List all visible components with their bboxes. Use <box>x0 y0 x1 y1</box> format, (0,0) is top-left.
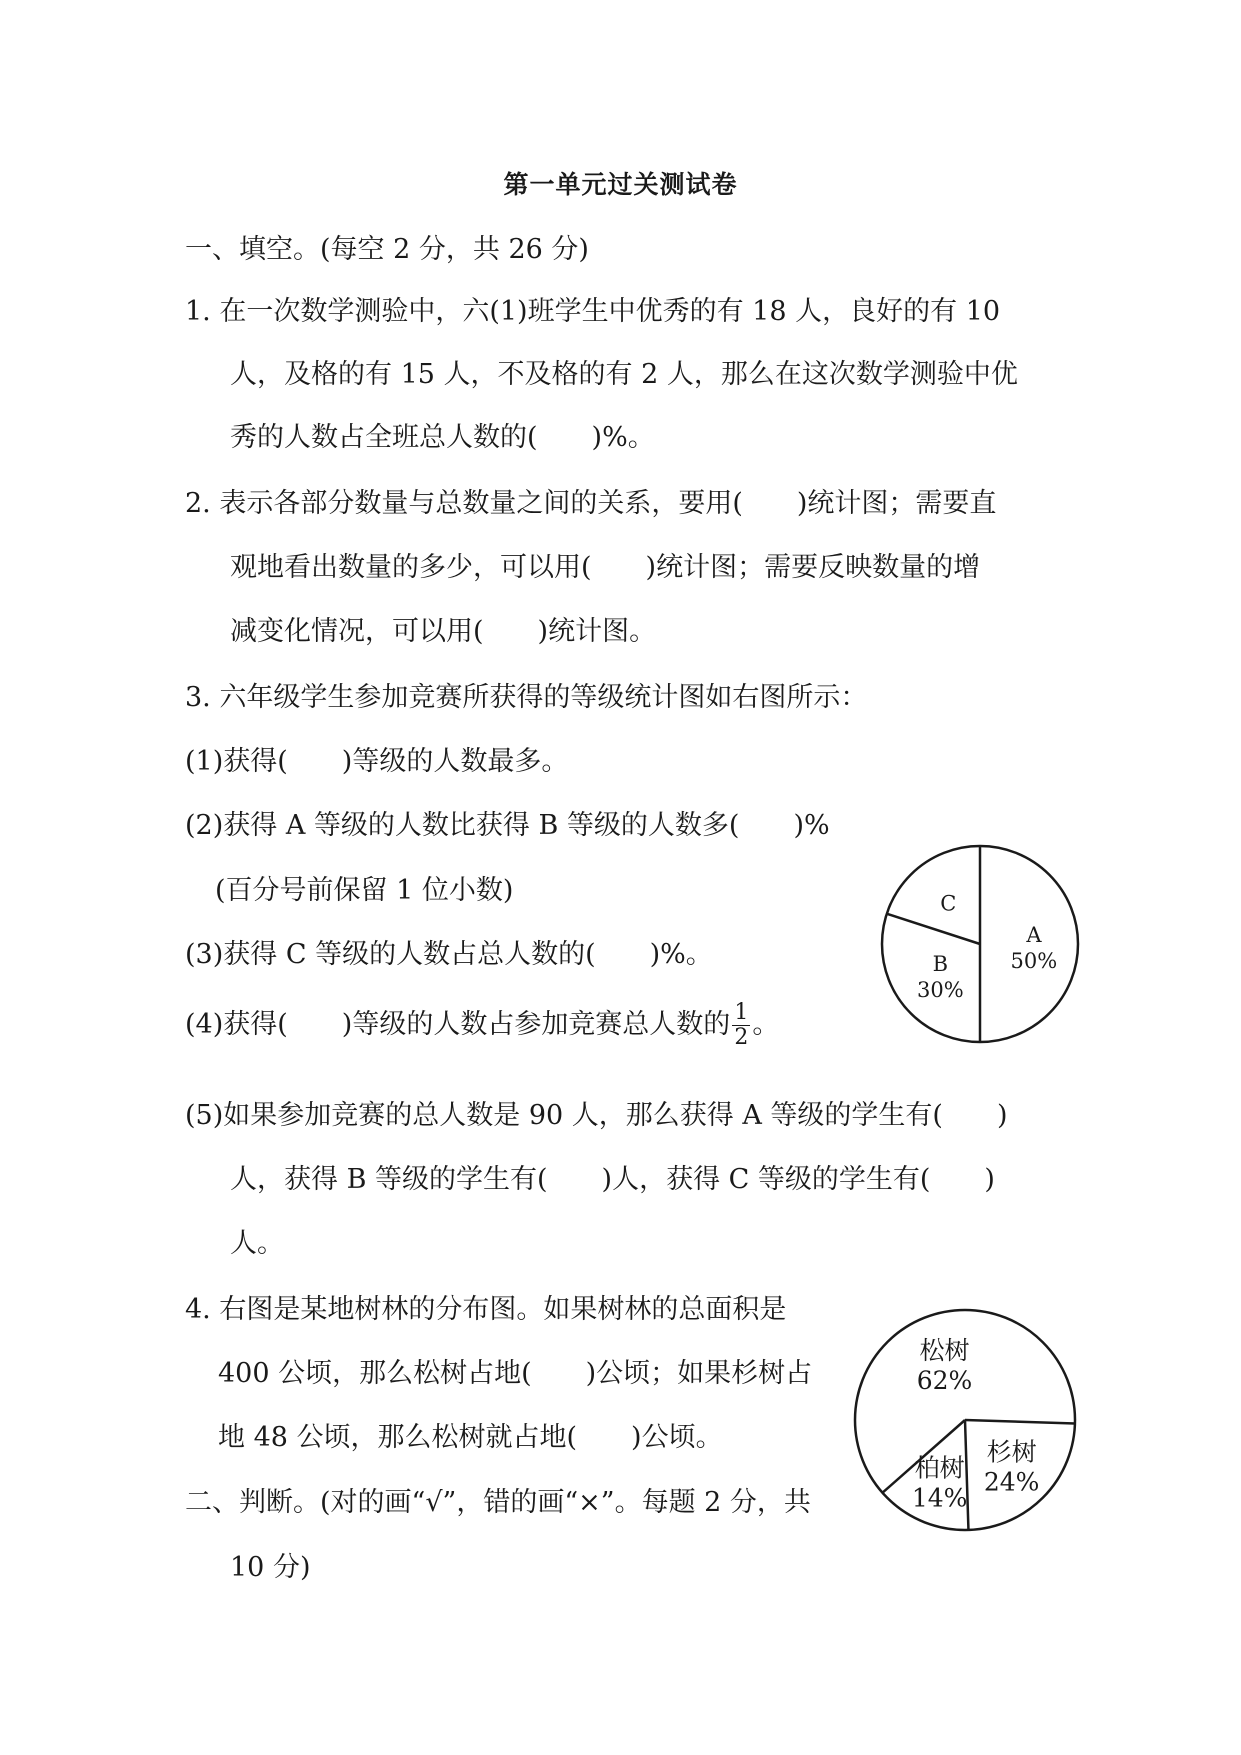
pie-slice-value: 14% <box>911 1483 968 1513</box>
section-2-heading: 二、判断。(对的画“√”，错的画“×”。每题 2 分，共 <box>185 1487 811 1518</box>
page-title: 第一单元过关测试卷 <box>503 170 738 199</box>
pie-slice-value: 30% <box>917 977 964 1002</box>
q3-part-2-note: (百分号前保留 1 位小数) <box>215 875 514 906</box>
q3-part-4-end: 。 <box>752 1009 780 1040</box>
pie-slice-label: 柏树 <box>914 1453 965 1483</box>
q3-intro: 3. 六年级学生参加竞赛所获得的等级统计图如右图所示： <box>185 682 868 713</box>
fraction-denominator: 2 <box>734 1025 749 1050</box>
pie-slice-label: 松树 <box>919 1336 970 1366</box>
fraction-numerator: 1 <box>734 1000 749 1025</box>
q4-line-3: 地 48 公顷，那么松树就占地( )公顷。 <box>218 1422 723 1453</box>
q2-line-1: 2. 表示各部分数量与总数量之间的关系，要用( )统计图；需要直 <box>185 488 997 519</box>
q4-line-1: 4. 右图是某地树林的分布图。如果树林的总面积是 <box>185 1294 787 1325</box>
grade-pie-chart <box>870 834 1090 1054</box>
pie-slice-label: B <box>932 951 949 976</box>
section-2-heading-cont: 10 分) <box>230 1552 311 1583</box>
pie-slice-value: 24% <box>983 1467 1040 1497</box>
forest-pie-slices <box>855 1310 1075 1530</box>
pie-slice-value: 62% <box>916 1366 973 1396</box>
pie-slice-label: C <box>940 891 957 916</box>
q1-line-3: 秀的人数占全班总人数的( )%。 <box>230 422 655 453</box>
q1-line-1: 1. 在一次数学测验中，六(1)班学生中优秀的有 18 人，良好的有 10 <box>185 296 1001 327</box>
q3-part-5-line-1: (5)如果参加竞赛的总人数是 90 人，那么获得 A 等级的学生有( ) <box>185 1100 1008 1131</box>
pie-slice-value: 50% <box>1010 949 1058 973</box>
q3-part-5-line-2: 人，获得 B 等级的学生有( )人，获得 C 等级的学生有( ) <box>230 1164 995 1195</box>
pie-slice-label: A <box>1026 923 1042 947</box>
pie-slice-label: 杉树 <box>986 1437 1037 1467</box>
q3-part-3: (3)获得 C 等级的人数占总人数的( )%。 <box>185 939 713 970</box>
q3-part-1: (1)获得( )等级的人数最多。 <box>185 746 569 777</box>
q3-part-4 <box>185 1001 779 1050</box>
section-1-heading: 一、填空。(每空 2 分，共 26 分) <box>185 234 589 265</box>
q1-line-2: 人，及格的有 15 人，不及格的有 2 人，那么在这次数学测验中优 <box>230 359 1018 390</box>
q3-part-5-line-3: 人。 <box>230 1228 284 1259</box>
q2-line-3: 减变化情况，可以用( )统计图。 <box>230 616 657 647</box>
forest-pie-chart <box>845 1300 1085 1540</box>
q4-line-2: 400 公顷，那么松树占地( )公顷；如果杉树占 <box>218 1358 813 1389</box>
q2-line-2: 观地看出数量的多少，可以用( )统计图；需要反映数量的增 <box>230 552 981 583</box>
q3-part-2: (2)获得 A 等级的人数比获得 B 等级的人数多( )% <box>185 810 830 841</box>
grade-pie-slices <box>882 846 1078 1042</box>
fraction-one-half <box>732 1001 750 1050</box>
q3-part-4-text: (4)获得( )等级的人数占参加竞赛总人数的 <box>185 1009 731 1040</box>
